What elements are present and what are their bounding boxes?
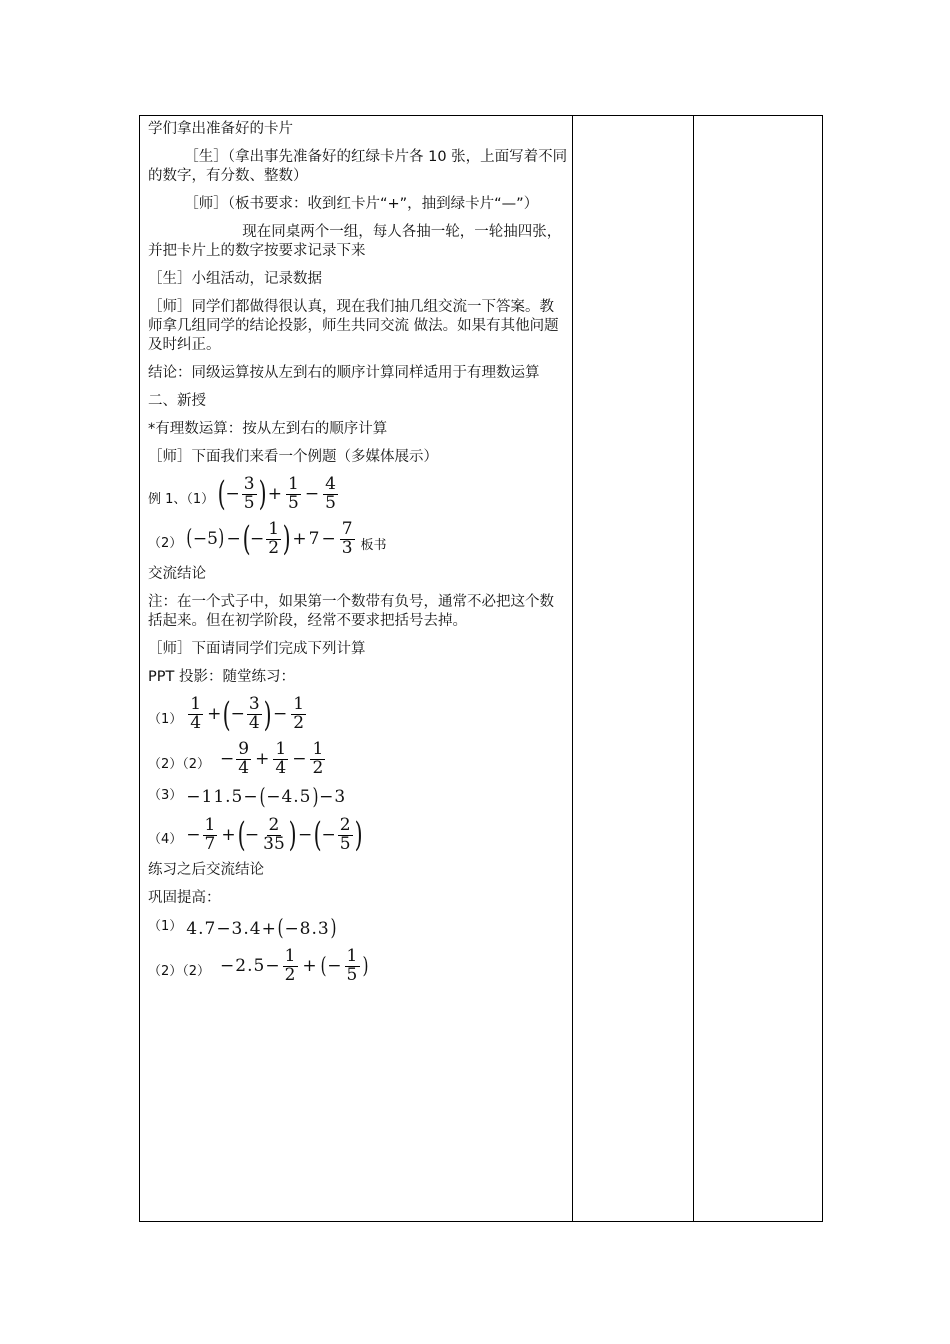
section-heading: 二、新授	[148, 393, 206, 409]
board-note: 板书	[360, 538, 387, 554]
group-instruction: 现在同桌两个一组，每人各抽一轮，一轮抽四张，并把卡片上的数字按要求记录下来	[148, 224, 562, 259]
practice-1	[148, 696, 568, 733]
consolidation-heading: 巩固提高：	[148, 890, 221, 907]
practice-4	[148, 814, 568, 856]
equation: −11.5− ( −4.5 ) −3	[186, 784, 347, 810]
item-label: （2）（2）	[148, 964, 211, 980]
equation: − $\frac{9}{4}$ + $\frac{1}{4}$ − $\frac{1}{2}$	[220, 739, 324, 778]
teacher-exchange: ［师］同学们都做得很认真，现在我们抽几组交流一下答案。教师拿几组同学的结论投影，师生共同交流 做法。如果有其他问题及时纠正。	[148, 299, 559, 353]
consolidation-2	[148, 948, 568, 985]
teacher-example-intro: ［师］下面我们来看一个例题（多媒体展示）	[148, 449, 438, 465]
lesson-content	[148, 120, 568, 993]
conclusion: 结论：同级运算按从左到右的顺序计算同样适用于有理数运算	[148, 365, 540, 381]
equation: −2.5− $\frac{1}{2}$ + ( − $\frac{1}{5}$ )	[220, 946, 370, 986]
example-label: （2）	[148, 536, 183, 552]
student-action: ［生］（拿出事先准备好的红绿卡片各 10 张，上面写着不同的数字，有分数、整数）	[148, 149, 568, 184]
note-paragraph: 注：在一个式子中，如果第一个数带有负号，通常不必把这个数括起来。但在初学阶段，经常不要求把括号去掉。	[148, 594, 554, 630]
lesson-table	[139, 115, 823, 1222]
column-divider-2	[693, 116, 694, 1221]
equation: ( − $\frac{3}{5}$ ) + $\frac{1}{5}$ − $\frac{4}{5}$	[217, 474, 336, 515]
student-activity: ［生］小组活动，记录数据	[148, 271, 322, 287]
item-label: （2）（2）	[148, 756, 211, 772]
teacher-practice-intro: ［师］下面请同学们完成下列计算	[148, 641, 366, 658]
equation: $\frac{1}{4}$ + ( − $\frac{3}{4}$ ) − $\frac{1}{2}$	[190, 694, 305, 735]
practice-conclusion: 练习之后交流结论	[148, 862, 264, 879]
rule-line: *有理数运算：按从左到右的顺序计算	[148, 421, 388, 437]
consolidation-1	[148, 917, 568, 940]
example-1-2	[148, 518, 568, 560]
equation: 4.7−3.4+ ( −8.3 )	[186, 916, 337, 942]
item-label: （4）	[148, 832, 183, 848]
column-divider-1	[572, 116, 573, 1221]
equation: ( −5 ) − ( − $\frac{1}{2}$ ) + 7 − $\frac{7}{3}$	[186, 518, 353, 560]
practice-2	[148, 741, 568, 778]
example-label: 例 1、（1）	[148, 491, 215, 507]
item-label: （1）	[148, 919, 183, 935]
ppt-label: PPT 投影：随堂练习：	[148, 669, 295, 686]
exchange-conclusion: 交流结论	[148, 566, 206, 583]
teacher-board: ［师］（板书要求：收到红卡片“+”，抽到绿卡片“—”）	[184, 196, 539, 212]
example-1-1	[148, 476, 568, 513]
item-label: （1）	[148, 712, 183, 728]
text-line: 学们拿出准备好的卡片	[148, 121, 293, 137]
equation: − $\frac{1}{7}$ + ( − $\frac{2}{35}$ ) − ( − $\frac{2}{5}$ )	[186, 814, 363, 856]
practice-3	[148, 786, 568, 809]
item-label: （3）	[148, 787, 183, 803]
